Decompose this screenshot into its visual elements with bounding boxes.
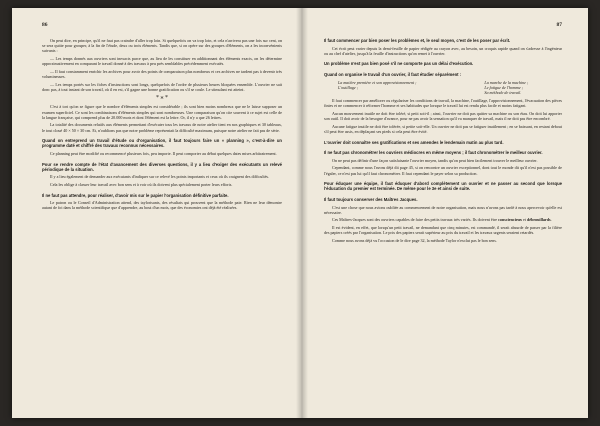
- paragraph: Cela les oblige à classer leur travail avec bon sens et à voir où ils doivent plus spécialement porter leurs efforts.: [50, 181, 233, 187]
- study-list: [324, 80, 562, 96]
- paragraph: Il faut commencer par améliorer ou régulariser les conditions de travail, la machine, l'outillage, l'approvisionnement, l'évacuation des pièces finies et ne commencer à réformer l'homme et ses habitudes que lorsque le travail lui est rendu plus facile et moins fatigant.: [324, 98, 562, 109]
- paragraph: Cet écrit peut varier depuis la demi-feuille de papier rédigée au crayon avec, au besoin, un croquis rapide quand on s'adresse à l'ingénieur ou au chef d'atelier, jusqu'à la feuille d'instructions qu'on remet à l'ouvrier.: [324, 45, 562, 56]
- paragraph: La totalité des documents relatifs aux éléments permettant d'exécuter tous les travaux de notre atelier tient en nos graphiques et 30 tableaux, le tout cloué 40 × 50 × 30 cm. Et, n'oublions pas que notre problème représentait la difficulté maximum, puisque notre atelier ne fait pas de série.: [42, 122, 282, 133]
- list-item: Sa méthode de travail.: [484, 89, 522, 95]
- list-item: La marche de la machine ;: [484, 79, 529, 85]
- bold-heading: Pour se rendre compte de l'état d'avancement des diverses questions, il y a lieu d'exiger des exécutants un relevé périodique de la situation.: [42, 161, 282, 172]
- right-page: [304, 8, 588, 418]
- paragraph: Aucun mouvement inutile ne doit être toléré, si petit soit-il ; ainsi, l'ouvrier ne doit pas quitter sa machine ou son étau. On doit lui apporter son outil. Il doit avoir de la besogne d'avance, pour ne pas avoir la sensation qu'il va manquer de travail, mais il ne doit pas être encombré.: [324, 110, 562, 122]
- bold-heading: Il faut commencer par bien poser les problèmes et, le seul moyen, c'est de les poser par écrit.: [324, 38, 511, 43]
- bold-heading: Pour éduquer une équipe, il faut éduquer d'abord complètement un ouvrier et ne passer au second que lorsque l'éducation du premier est terminée. De même pour le 3e et ainsi de suite.: [324, 181, 562, 192]
- page-number-left: 86: [42, 22, 48, 28]
- paragraph: — Les temps donnés aux ouvriers sont inexacts parce que, au lieu de les constituer en additionnant des éléments exacts, on les détermine approximativement en comparant le travail donné à des travaux à peu près semblables précédemment exécutés.: [42, 56, 282, 67]
- paragraph: Cependant, comme nous l'avons déjà dit page 45, si on rencontre un ouvrier exceptionnel, dont tout le monde dit qu'il n'est pas possible de l'égaler, ce n'est pas lui qu'il faut chronométrer. Il faut cependant le payer selon sa production.: [324, 165, 562, 176]
- bold-heading: Il faut toujours conserver des Maîtres Jacques.: [324, 196, 418, 202]
- list-item: La matière première et son approvisionnement ;: [338, 79, 417, 85]
- list-item: L'outillage ;: [338, 84, 359, 90]
- paragraph: Ces Maîtres-Jacques sont des ouvriers capables de faire des petits travaux très variés. Ils doivent être consciencieux et débrouillards.: [332, 217, 552, 223]
- list-item: [324, 90, 470, 95]
- paragraph: C'est à tort qu'on se figure que le nombre d'éléments simples est considérable ; ils sont bien moins nombreux que ne le laisse supposer un examen superficiel. Ce sont les combinaisons d'éléments simples qui sont nombreuses. Une comparaison qu'on cite souvent à ce sujet est celle de la langue française, qui comprend plus de 20.000 mots et dont l'élément est la lettre. Or, il n'y a que 26 lettres.: [42, 104, 282, 120]
- page-number-right: 87: [556, 22, 562, 28]
- paragraph: Comme nous avons déjà vu l'occasion de le dire page 32, la méthode Taylor n'exclut pas le bon sens.: [332, 237, 497, 243]
- paragraph: Il est évident, en effet, que lorsqu'un petit travail, ne demandant que cinq minutes, est commandé, il serait absurde de passer par la filière des papiers créés par l'organisation. Le prix des papiers serait supérieur au prix du travail et les travaux urgents seraient retardés.: [324, 224, 562, 236]
- paragraph: C'est une chose que nous avions oubliée au commencement de notre organisation, mais nous n'avons pas tardé à nous apercevoir qu'elle est nécessaire.: [324, 204, 562, 215]
- list-item: Le fatigue de l'homme ;: [484, 84, 524, 90]
- paragraph: Il y a lieu également de demander aux exécutants d'indiquer sur ce relevé les points importants et ceux où ils craignent des difficultés.: [50, 174, 270, 180]
- section-ornament: * ⁎ *: [156, 95, 168, 102]
- bold-heading: L'ouvrier doit connaître ses gratifications et ses amendes le lendemain matin au plus tard.: [324, 139, 504, 145]
- paragraph: On ne peut pas définir d'une façon satisfaisante l'ouvrier moyen, tandis qu'on peut bien facilement trouver le meilleur ouvrier.: [332, 157, 538, 163]
- bold-heading: Quand on entreprend un travail d'étude ou d'organisation, il faut toujours faire un « planning », c'est-à-dire un programme daté et chiffré des travaux reconnus nécessaires.: [42, 138, 282, 149]
- paragraph: Le patron ou le Conseil d'Administration attend, des taylorisants, des résultats qui prouvent que la méthode paie. Rien ne leur démontre autant de foi dans la méthode scientifique que d'apprendre, au bout d'un mois, que des économies ont déjà été réalisées.: [42, 200, 282, 211]
- book-spread: [12, 8, 588, 418]
- paragraph: — Il faut constamment enrichir les archives pour avoir des points de comparaison plus nombreux et ces archives ne tardent pas à devenir très volumineuses.: [42, 68, 282, 79]
- bold-heading: Il ne faut pas attendre, pour réaliser, d'avoir mis sur le papier l'organisation définitive parfaite.: [42, 192, 229, 198]
- paragraph: On peut dire, en principe, qu'il ne faut pas craindre d'aller trop loin. Si quelquefois on va trop loin, et cela n'arrivera pas une fois sur cent, on se sera quitte pour grouper, à la fin de l'étude, deux ou trois éléments. Tandis que, si on opère sur des groupes d'éléments, on a les inconvénients suivants :: [42, 38, 282, 54]
- paragraph: Ce planning peut être modifié ou recommencé plusieurs fois, peu importe. Il peut comporter au début quelques dates mises arbitrairement.: [50, 150, 277, 156]
- bold-heading: Un problème n'est pas bien posé s'il ne comporte pas un délai d'exécution.: [324, 61, 474, 67]
- paragraph: Aucune fatigue inutile ne doit être tolérée, si petite soit-elle. Un ouvrier ne doit pas se fatiguer inutilement ; en se baissant, en restant debout s'il peut être assis, en déplaçant ses pieds si cela peut être évité.: [324, 123, 562, 134]
- bold-heading: Il ne faut pas chronométrer les ouvriers médiocres en même moyens ; il faut chronométrer le meilleur ouvrier.: [324, 150, 543, 156]
- paragraph: — Les temps portés sur les fiches d'instructions sont longs, quelquefois de l'ordre de plusieurs heures bloquées ensemble. L'ouvrier ne sait donc pas, à tout instant de son travail, où il en est, s'il gagne une bonne gratification ou s'il se coule. Le stimulant est atteint.: [42, 81, 282, 92]
- left-page: [12, 8, 300, 418]
- bold-heading: Quand on organise le travail d'un ouvrier, il faut étudier séparément :: [324, 71, 462, 77]
